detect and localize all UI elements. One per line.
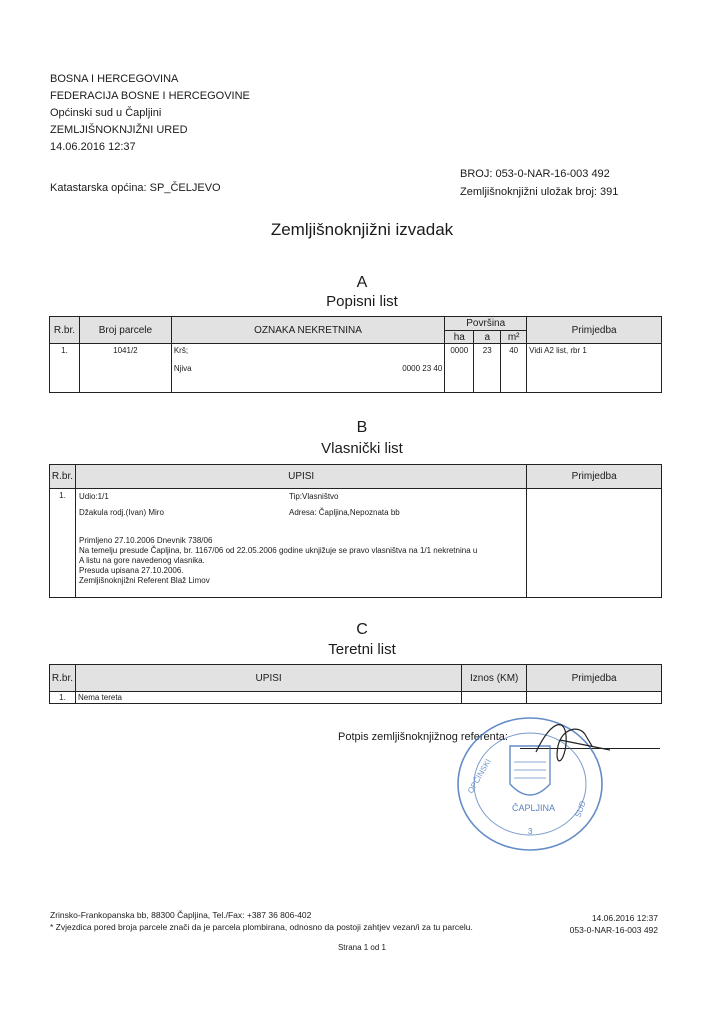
row-a: 23: [474, 344, 501, 393]
entry-basis: Na temelju presude Čapljina, br. 1167/06 od 22.05.2006 godine uknjižuje se pravo vlasništva na 1/1 nekretnina u: [78, 546, 478, 555]
col-header-rbr: R.br.: [50, 465, 76, 489]
row-amount: [462, 692, 527, 704]
row-remark: [527, 692, 662, 704]
cadastral-municipality: Katastarska općina: SP_ČELJEVO: [50, 182, 221, 194]
ownership-share: Udio:1/1: [78, 492, 109, 501]
entry-received: Primljeno 27.10.2006 Dnevnik 738/06: [78, 536, 213, 545]
col-header-rbr: R.br.: [50, 317, 80, 344]
col-header-remark: Primjedba: [527, 317, 662, 344]
section-c-title: Teretni list: [328, 641, 396, 658]
entry-referent: Zemljišnoknjižni Referent Blaž Limov: [78, 576, 210, 585]
stamp-arc-top: OPĆINSKI: [465, 757, 493, 795]
section-c-letter: C: [356, 621, 368, 638]
row-property: [171, 344, 444, 393]
section-a-table: [49, 316, 662, 393]
section-b-title: Vlasnički list: [321, 440, 403, 457]
stamp-arc-right: SUD: [573, 799, 588, 819]
col-header-entries: UPISI: [75, 665, 461, 692]
col-header-a: a: [474, 331, 501, 344]
page-number: Strana 1 od 1: [337, 943, 387, 952]
section-a-letter: A: [356, 274, 368, 291]
table-row: [50, 344, 662, 393]
court-header: [50, 71, 250, 156]
footer-number: 053-0-NAR-16-003 492: [569, 925, 658, 935]
col-header-remark: Primjedba: [527, 665, 662, 692]
footer-contact: [50, 909, 473, 933]
col-header-m2: m²: [501, 331, 527, 344]
entry-basis-cont: A listu na gore navedenog vlasnika.: [78, 556, 205, 565]
property-area-value: 0000 23 40: [402, 364, 443, 373]
stamp-number: 3: [528, 827, 533, 836]
row-remark: Vidi A2 list, rbr 1: [527, 344, 662, 393]
section-b-table: [49, 464, 662, 598]
col-header-rbr: R.br.: [50, 665, 76, 692]
stamp-city: ČAPLJINA: [512, 803, 556, 813]
row-rbr: 1.: [50, 344, 80, 393]
section-c-table: [49, 664, 662, 704]
document-title: Zemljišnoknjižni izvadak: [270, 220, 454, 239]
row-entries: Nema tereta: [75, 692, 461, 704]
section-a-title: Popisni list: [326, 293, 398, 310]
table-row: [50, 692, 662, 704]
col-header-property: OZNAKA NEKRETNINA: [171, 317, 444, 344]
header-country: BOSNA I HERCEGOVINA: [50, 73, 179, 85]
row-entries: [75, 489, 526, 598]
col-header-entries: UPISI: [75, 465, 526, 489]
owner-name: Džakula rodj.(Ivan) Miro: [78, 508, 164, 517]
signature-label: Potpis zemljišnoknjižnog referenta:: [338, 731, 508, 743]
col-header-area: Površina: [445, 317, 527, 331]
col-header-parcel: Broj parcele: [79, 317, 171, 344]
row-rbr: 1.: [50, 489, 76, 598]
property-type-1: Krš;: [173, 346, 189, 355]
footer-address: Zrinsko-Frankopanska bb, 88300 Čapljina, Tel./Fax: +387 36 806-402: [50, 910, 312, 920]
header-federation: FEDERACIJA BOSNE I HERCEGOVINE: [50, 90, 250, 102]
row-rbr: 1.: [50, 692, 76, 704]
court-stamp: [440, 706, 610, 856]
footer-note: * Zvjezdica pored broja parcele znači da je parcela plombirana, odnosno da postoji zahtjev vezan/i za tu parcelu.: [50, 922, 473, 932]
entry-recorded: Presuda upisana 27.10.2006.: [78, 566, 184, 575]
land-register-number: Zemljišnoknjižni uložak broj: 391: [460, 186, 619, 198]
header-office: ZEMLJIŠNOKNJIŽNI URED: [50, 124, 188, 136]
footer-date: 14.06.2016 12:37: [591, 913, 658, 923]
section-b-letter: B: [356, 419, 368, 436]
col-header-ha: ha: [445, 331, 474, 344]
col-header-remark: Primjedba: [527, 465, 662, 489]
footer-reference: [540, 912, 658, 936]
owner-address: Adresa: Čapljina,Nepoznata bb: [288, 508, 400, 517]
reference-number: BROJ: 053-0-NAR-16-003 492: [460, 168, 610, 180]
table-row: [50, 489, 662, 598]
document-reference: [460, 165, 618, 201]
row-ha: 0000: [445, 344, 474, 393]
row-remark: [527, 489, 662, 598]
row-m2: 40: [501, 344, 527, 393]
ownership-type: Tip:Vlasništvo: [288, 492, 339, 501]
property-type-2: Njiva: [173, 364, 192, 373]
col-header-amount: Iznos (KM): [462, 665, 527, 692]
header-date: 14.06.2016 12:37: [50, 141, 136, 153]
row-parcel: 1041/2: [79, 344, 171, 393]
header-court: Općinski sud u Čapljini: [50, 107, 162, 119]
